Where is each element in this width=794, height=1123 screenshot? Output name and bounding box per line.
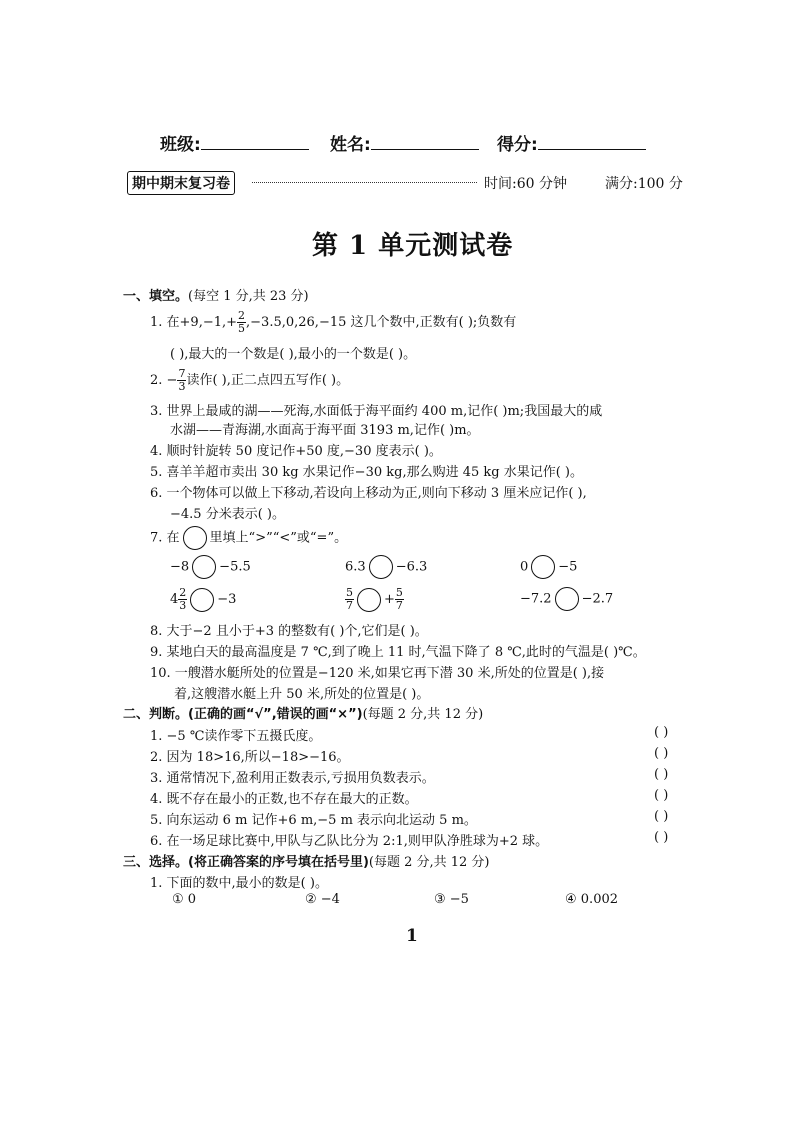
compare-circle[interactable]	[369, 555, 393, 579]
answer-paren[interactable]: ( )	[654, 725, 669, 740]
answer-paren[interactable]: ( )	[654, 809, 669, 824]
question-7: 7. 在 里填上“>”“<”或“=”。	[150, 526, 347, 550]
question-1-line-1: 1. 在+9,−1,+ $\frac{2}{5}$ ,−3.5,0,26,−15 这几个数中,正数有( );负数有	[150, 309, 517, 335]
answer-paren[interactable]: ( )	[654, 788, 669, 803]
compare-item: 0 −5	[520, 555, 577, 579]
dotted-divider	[252, 182, 477, 183]
question-6-line-2: −4.5 分米表示( )。	[170, 507, 285, 522]
choice-option[interactable]: ② −4	[305, 892, 340, 907]
class-label: 班级:	[160, 130, 309, 155]
question-3-line-1: 3. 世界上最咸的湖——死海,水面低于海平面约 400 m,记作( )m;我国最大的咸	[150, 404, 603, 419]
question-6-line-1: 6. 一个物体可以做上下移动,若设向上移动为正,则向下移动 3 厘米应记作( ),	[150, 486, 587, 501]
choice-option[interactable]: ④ 0.002	[565, 892, 619, 907]
answer-paren[interactable]: ( )	[654, 746, 669, 761]
answer-paren[interactable]: ( )	[654, 767, 669, 782]
judge-item: 1. −5 ℃读作零下五摄氏度。	[150, 729, 322, 744]
judge-item: 6. 在一场足球比赛中,甲队与乙队比分为 2:1,则甲队净胜球为+2 球。	[150, 834, 549, 849]
judge-item: 3. 通常情况下,盈利用正数表示,亏损用负数表示。	[150, 771, 435, 786]
compare-circle[interactable]	[555, 587, 579, 611]
compare-circle[interactable]	[357, 588, 381, 612]
score-label: 得分:	[497, 130, 646, 155]
fraction-2-5: $\frac{2}{5}$	[238, 309, 246, 335]
question-1-line-2: ( ),最大的一个数是( ),最小的一个数是( )。	[170, 347, 417, 362]
compare-circle[interactable]	[531, 555, 555, 579]
full-score: 满分:100 分	[605, 176, 683, 192]
compare-item: −8 −5.5	[170, 555, 251, 579]
compare-item: 4 $\frac{2}{3}$ −3	[170, 586, 237, 612]
judge-item: 4. 既不存在最小的正数,也不存在最大的正数。	[150, 792, 418, 807]
section-2-heading: 二、判断。(正确的画“√”,错误的画“×”)(每题 2 分,共 12 分)	[123, 707, 484, 722]
fraction-7-3: $\frac{7}{3}$	[178, 367, 186, 393]
question-5: 5. 喜羊羊超市卖出 30 kg 水果记作−30 kg,那么购进 45 kg 水果记作( )。	[150, 465, 583, 480]
score-blank[interactable]	[538, 135, 646, 150]
section-1-heading: 一、填空。(每空 1 分,共 23 分)	[123, 289, 309, 304]
question-10-line-1: 10. 一艘潜水艇所处的位置是−120 米,如果它再下潜 30 米,所处的位置是( ),接	[150, 666, 605, 681]
question-2: 2. − $\frac{7}{3}$ 读作( ),正二点四五写作( )。	[150, 367, 350, 393]
question-8: 8. 大于−2 且小于+3 的整数有( )个,它们是( )。	[150, 624, 428, 639]
section-3-heading: 三、选择。(将正确答案的序号填在括号里)(每题 2 分,共 12 分)	[123, 855, 490, 870]
name-blank[interactable]	[371, 135, 479, 150]
question-4: 4. 顺时针旋转 50 度记作+50 度,−30 度表示( )。	[150, 444, 442, 459]
exam-tag: 期中期末复习卷	[127, 171, 235, 195]
compare-item: 6.3 −6.3	[345, 555, 427, 579]
circle-icon	[183, 526, 207, 550]
class-blank[interactable]	[201, 135, 309, 150]
page-title: 第 1 单元测试卷	[312, 231, 514, 261]
question-9: 9. 某地白天的最高温度是 7 ℃,到了晚上 11 时,气温下降了 8 ℃,此时的气温是( )℃。	[150, 645, 646, 660]
choice-option[interactable]: ③ −5	[434, 892, 469, 907]
page-number: 1	[406, 926, 418, 946]
compare-item: $\frac{5}{7}$ + $\frac{5}{7}$	[346, 586, 403, 612]
compare-circle[interactable]	[190, 588, 214, 612]
judge-item: 5. 向东运动 6 m 记作+6 m,−5 m 表示向北运动 5 m。	[150, 813, 477, 828]
compare-circle[interactable]	[192, 555, 216, 579]
compare-item: −7.2 −2.7	[520, 587, 613, 611]
choice-question-1: 1. 下面的数中,最小的数是( )。	[150, 876, 328, 891]
question-3-line-2: 水湖——青海湖,水面高于海平面 3193 m,记作( )m。	[170, 423, 480, 438]
question-10-line-2: 着,这艘潜水艇上升 50 米,所处的位置是( )。	[174, 687, 430, 702]
answer-paren[interactable]: ( )	[654, 830, 669, 845]
name-label: 姓名:	[330, 130, 479, 155]
choice-option[interactable]: ① 0	[172, 892, 197, 907]
judge-item: 2. 因为 18>16,所以−18>−16。	[150, 750, 350, 765]
time-limit: 时间:60 分钟	[484, 176, 567, 192]
